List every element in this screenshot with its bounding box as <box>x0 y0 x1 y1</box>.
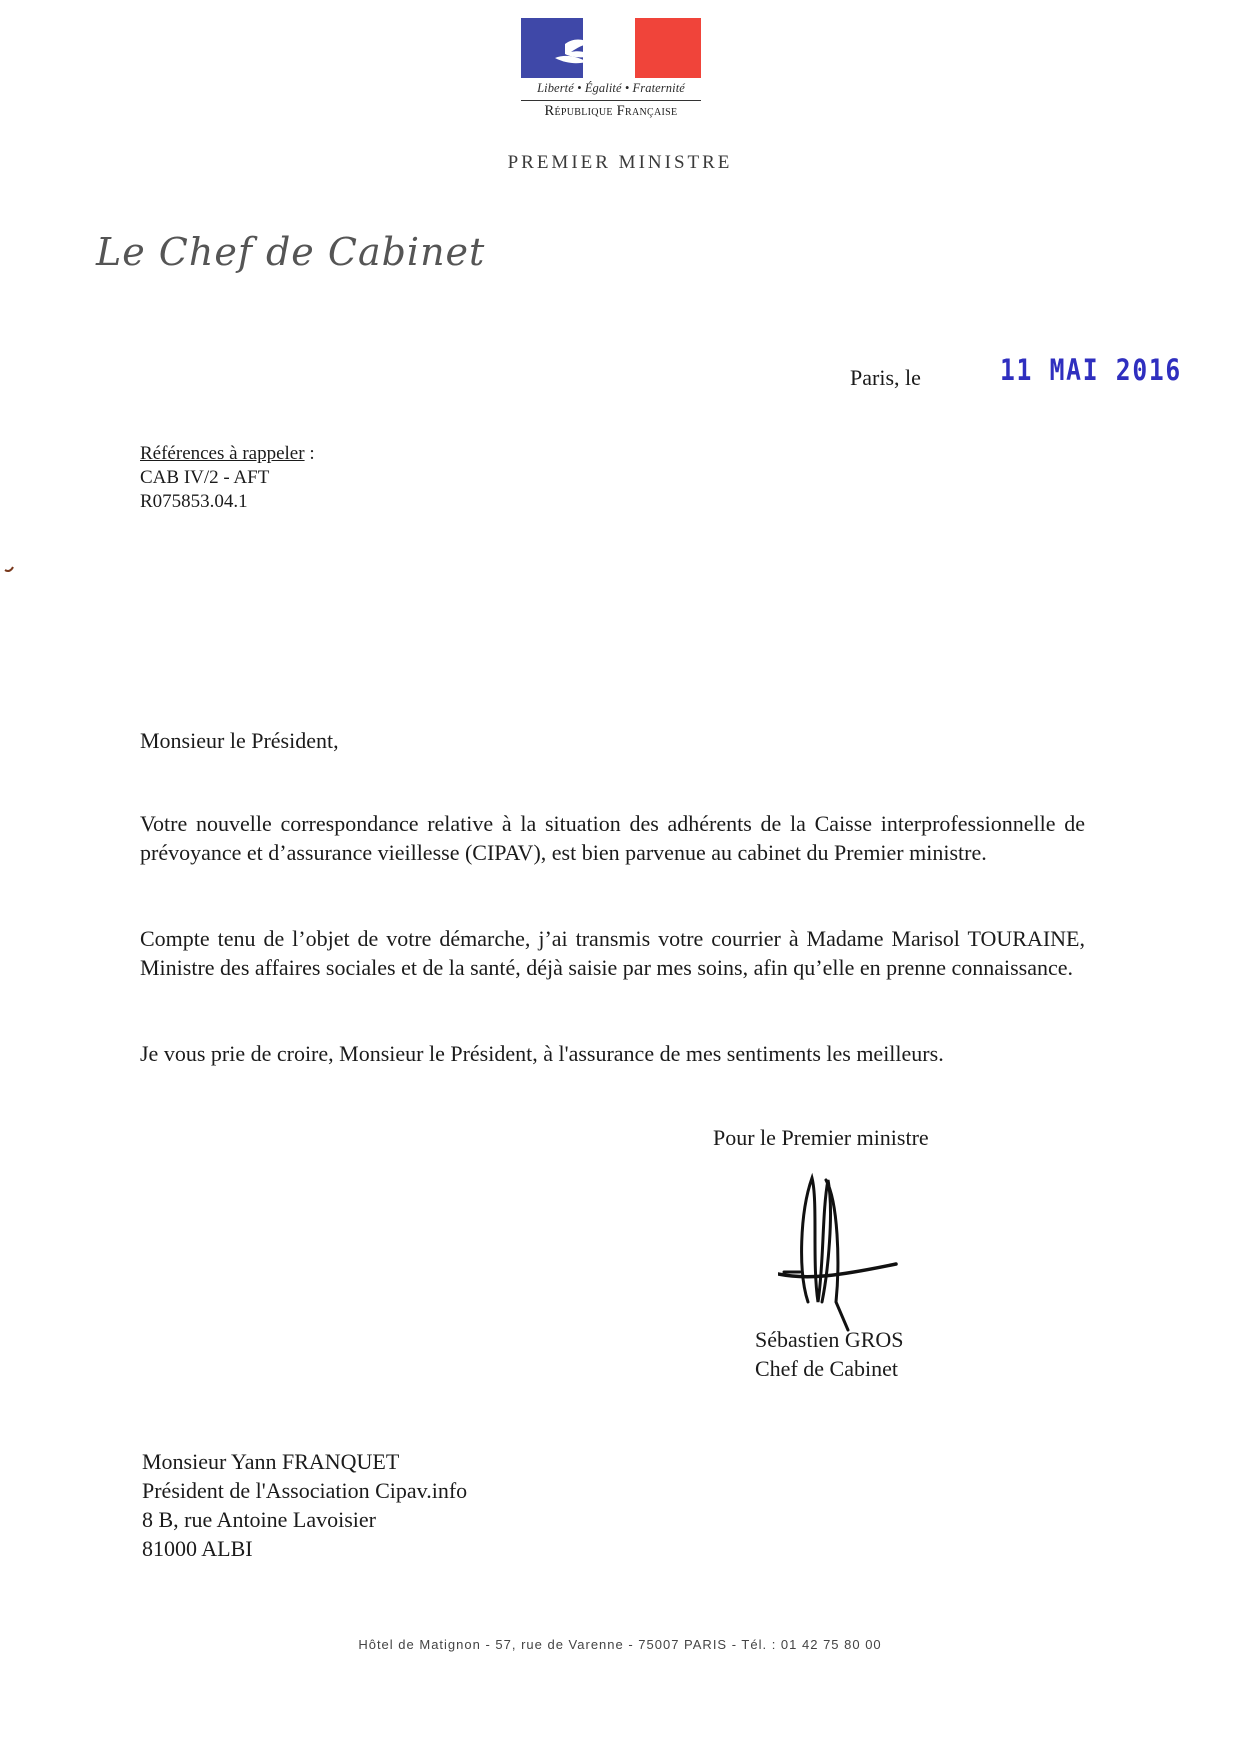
signer-block <box>755 1325 904 1383</box>
marianne-flag-icon <box>521 18 701 78</box>
republic-motto: Liberté • Égalité • Fraternité <box>537 81 685 95</box>
ministry-title: PREMIER MINISTRE <box>507 152 733 173</box>
recipient-address <box>142 1447 467 1563</box>
references-heading: Références à rappeler <box>140 443 305 464</box>
scan-mark-icon <box>4 566 14 572</box>
letter-paragraph: Votre nouvelle correspondance relative à la situation des adhérents de la Caisse interprofessionnelle de prévoyance et d’assurance vieillesse (CIPAV), est bien parvenue au cabinet du Premier ministre. <box>140 811 1085 865</box>
reference-line: CAB IV/2 - AFT <box>140 467 270 488</box>
salutation: Monsieur le Président, <box>140 728 339 753</box>
letter-paragraph: Compte tenu de l’objet de votre démarche, j’ai transmis votre courrier à Madame Marisol TOURAINE, Ministre des affaires sociales et de la santé, déjà saisie par mes soins, afin qu’elle en prenne connaissance. <box>140 926 1085 980</box>
date-label: Paris, le <box>850 365 921 390</box>
handwritten-signature-icon <box>778 1172 898 1332</box>
signer-title: Chef de Cabinet <box>755 1356 898 1381</box>
date-stamp: 11 MAI 2016 <box>1000 353 1182 387</box>
republique-francaise-logo <box>521 18 701 122</box>
references-heading-suffix: : <box>304 443 315 464</box>
logo-divider <box>521 100 701 101</box>
address-line: 8 B, rue Antoine Lavoisier <box>142 1507 377 1532</box>
address-line: Président de l'Association Cipav.info <box>142 1478 468 1503</box>
address-line: Monsieur Yann FRANQUET <box>142 1449 400 1474</box>
signer-name: Sébastien GROS <box>755 1327 904 1352</box>
reference-line: R075853.04.1 <box>140 491 248 512</box>
signoff: Pour le Premier ministre <box>713 1125 929 1150</box>
office-script-heading: Le Chef de Cabinet <box>96 230 486 274</box>
references-block <box>140 442 315 514</box>
letter-paragraph: Je vous prie de croire, Monsieur le Président, à l'assurance de mes sentiments les meilleurs. <box>140 1041 944 1066</box>
footer-address: Hôtel de Matignon - 57, rue de Varenne - 75007 PARIS - Tél. : 01 42 75 80 00 <box>358 1637 882 1652</box>
republic-name: République Française <box>544 103 678 119</box>
references-heading-line <box>140 442 315 466</box>
address-line: 81000 ALBI <box>142 1536 253 1561</box>
